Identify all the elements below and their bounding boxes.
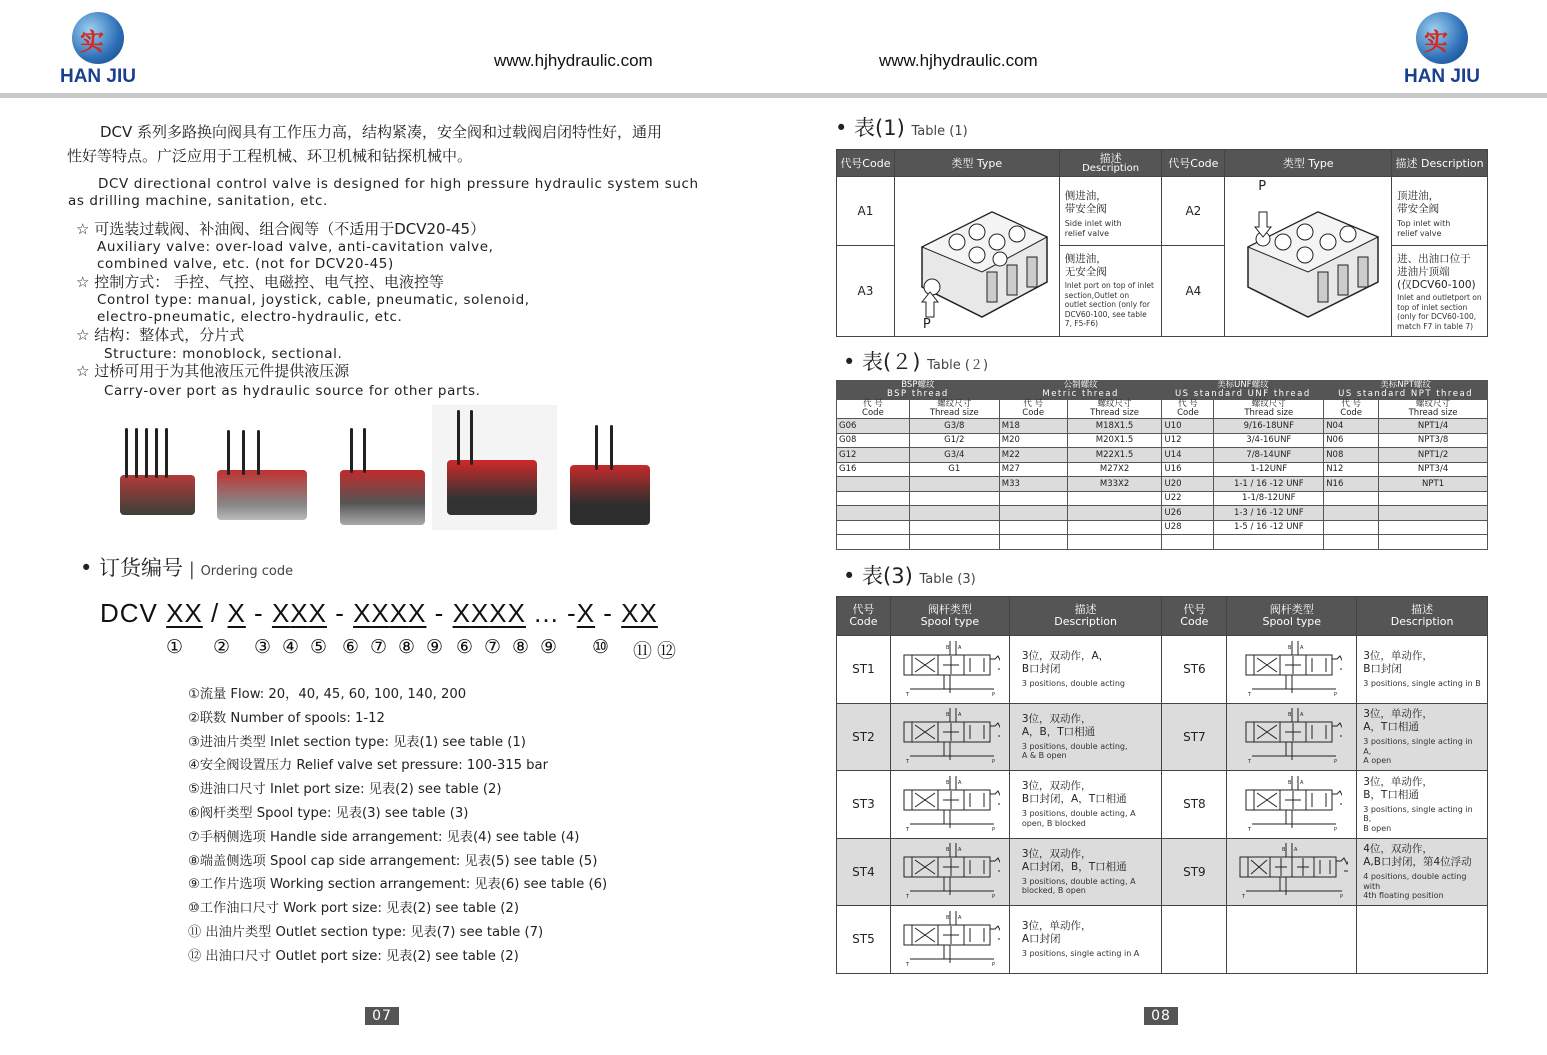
code-index: ⑦	[370, 636, 388, 658]
product-photo-2	[212, 425, 312, 525]
feature-3-en: Structure: monoblock, sectional.	[104, 346, 343, 362]
table-row	[837, 433, 1488, 448]
legend-item: ⑧端盖侧选项 Spool cap side arrangement: 见表(5) see table (5)	[188, 853, 598, 869]
t2-group-head: 美标NPT螺纹 US standard NPT thread	[1324, 381, 1488, 400]
spool-description: 3位，双动作，A， B口封闭 3 positions, double acting	[1009, 636, 1162, 704]
spool-code: ST1	[837, 636, 891, 704]
t2-sub-head: 代 号 Code	[1162, 400, 1214, 419]
product-photo-1	[115, 420, 200, 520]
spool-description: 3位，双动作， A口封闭，B，T口相通 3 positions, double acting, A blocked, B open	[1009, 838, 1162, 906]
t2-cell	[1067, 535, 1162, 550]
spool-description: 3位，双动作， B口封闭，A，T口相通 3 positions, double acting, A open, B blocked	[1009, 771, 1162, 839]
header-divider	[0, 93, 1547, 98]
svg-text:T: T	[905, 826, 909, 832]
spool-symbol-icon	[1242, 774, 1342, 832]
code-index: ⑧	[398, 636, 416, 658]
code-placeholder: X	[452, 598, 471, 628]
table-row	[837, 448, 1488, 463]
code-index: ⑨	[540, 636, 558, 658]
svg-text:B: B	[945, 644, 950, 651]
intro-cn-2: 性好等特点。广泛应用于工程机械、环卫机械和钻探机械中。	[67, 147, 473, 165]
svg-text:B: B	[945, 914, 950, 921]
svg-text:P: P	[991, 826, 995, 832]
t2-sub-head: 螺纹尺寸 Thread size	[1214, 400, 1324, 419]
t1-desc-2: 进、出油口位于 进油片顶端 (仅DCV60-100) Inlet and outletport on top of inlet section (only for DCV60-100, match F7 in table 7)	[1392, 246, 1488, 337]
t2-cell	[909, 477, 999, 492]
spool-description-2: 4位，双动作， A,B口封闭，第4位浮动 4 positions, double acting with 4th floating position	[1357, 838, 1488, 906]
table-row	[837, 703, 1488, 771]
code-placeholder: X	[290, 598, 309, 628]
page-number-left: 07	[365, 1007, 399, 1025]
t2-sub-head: 螺纹尺寸 Thread size	[1067, 400, 1162, 419]
code-index: ⑦	[484, 636, 502, 658]
t2-cell: U12	[1162, 433, 1214, 448]
spool-code-2: ST9	[1162, 838, 1227, 906]
svg-text:P: P	[1333, 759, 1337, 765]
t2-cell: M27X2	[1067, 462, 1162, 477]
spool-description-2: 3位，单动作， A，T口相通 3 positions, single acting in A, A open	[1357, 703, 1488, 771]
t2-cell	[1324, 506, 1379, 521]
table-1-title: • 表(1) Table (1)	[835, 116, 968, 140]
t2-cell: N06	[1324, 433, 1379, 448]
t2-cell	[837, 491, 910, 506]
svg-text:B: B	[1287, 712, 1292, 719]
table-row	[837, 419, 1488, 434]
t2-cell: M18	[999, 419, 1067, 434]
table-row	[837, 906, 1488, 974]
t2-cell	[1379, 535, 1488, 550]
t2-cell	[1067, 506, 1162, 521]
svg-text:B: B	[945, 712, 950, 719]
spool-symbol-icon	[1242, 706, 1342, 764]
svg-text:A: A	[1299, 712, 1304, 719]
code-index: ②	[213, 636, 231, 658]
feature-4-en: Carry-over port as hydraulic source for other parts.	[104, 383, 481, 399]
t2-cell: G1/2	[909, 433, 999, 448]
code-separator: -	[245, 598, 272, 628]
t2-cell	[1214, 535, 1324, 550]
code-placeholder: X	[489, 598, 508, 628]
code-placeholder: XX	[166, 598, 203, 628]
t2-cell	[999, 520, 1067, 535]
t2-group-head: 美标UNF螺纹 US standard UNF thread	[1162, 381, 1324, 400]
spool-code-2: ST6	[1162, 636, 1227, 704]
code-separator: -	[426, 598, 453, 628]
code-index: ⑧	[512, 636, 530, 658]
ordering-code-pattern	[100, 598, 658, 629]
spool-symbol-icon	[1242, 639, 1342, 697]
t2-cell	[909, 491, 999, 506]
globe-icon: 实	[72, 12, 124, 64]
feature-2-en-1: Control type: manual, joystick, cable, pneumatic, solenoid,	[97, 292, 530, 308]
legend-item: ①流量 Flow: 20，40, 45, 60, 100, 140, 200	[188, 687, 467, 702]
t1-head-code-2: 代号Code	[1162, 150, 1225, 177]
t2-cell: N08	[1324, 448, 1379, 463]
logo-left	[53, 12, 143, 88]
svg-text:A: A	[957, 712, 962, 719]
svg-text:P: P	[1333, 691, 1337, 697]
legend-item: ④安全阀设置压力 Relief valve set pressure: 100-315 bar	[188, 758, 549, 774]
t2-sub-head: 螺纹尺寸 Thread size	[1379, 400, 1488, 419]
t2-cell	[1379, 506, 1488, 521]
code-placeholder: X	[227, 598, 246, 628]
t2-sub-head: 代 号 Code	[999, 400, 1067, 419]
svg-text:A: A	[957, 914, 962, 921]
t2-sub-head: 螺纹尺寸 Thread size	[909, 400, 999, 419]
t2-cell: G3/4	[909, 448, 999, 463]
spool-symbol-icon	[900, 639, 1000, 697]
code-separator: ... -	[525, 598, 577, 628]
t2-cell: G12	[837, 448, 910, 463]
code-placeholder: X	[576, 598, 596, 628]
code-index: ⑪	[633, 640, 653, 662]
t2-cell: 7/8-14UNF	[1214, 448, 1324, 463]
t2-cell: NPT3/4	[1379, 462, 1488, 477]
code-index: ⑤	[310, 636, 328, 658]
ordering-code-title: • 订货编号 | Ordering code	[80, 556, 294, 580]
code-placeholder: X	[470, 598, 490, 628]
table-row	[837, 462, 1488, 477]
code-index: ⑫	[657, 640, 677, 662]
t3-head-code: 代号 Code	[837, 597, 891, 636]
t2-cell: M33X2	[1067, 477, 1162, 492]
code-placeholder: X	[371, 598, 390, 628]
t2-cell: 1-1 / 16 -12 UNF	[1214, 477, 1324, 492]
t3-head-desc: 描述 Description	[1009, 597, 1162, 636]
svg-text:A: A	[957, 644, 962, 651]
svg-text:T: T	[1247, 691, 1251, 697]
t2-cell: U20	[1162, 477, 1214, 492]
feature-2-en-2: electro-pneumatic, electro-hydraulic, etc.	[97, 309, 403, 325]
code-separator: DCV	[100, 598, 167, 628]
spool-symbol-2	[1227, 771, 1357, 839]
t2-cell	[999, 506, 1067, 521]
t3-head-spool-2: 阀杆类型 Spool type	[1227, 597, 1357, 636]
t2-cell	[837, 477, 910, 492]
intro-en-2: as drilling machine, sanitation, etc.	[68, 193, 328, 209]
svg-text:B: B	[1287, 644, 1292, 651]
svg-text:T: T	[1247, 826, 1251, 832]
spool-description-2	[1357, 906, 1488, 974]
table-2	[836, 380, 1488, 550]
t1-head-code: 代号Code	[837, 150, 895, 177]
legend-item: ⑫ 出油口尺寸 Outlet port size: 见表(2) see table (2)	[188, 948, 519, 964]
feature-1-en-2: combined valve, etc. (not for DCV20-45)	[97, 256, 394, 272]
svg-text:A: A	[1299, 644, 1304, 651]
code-index: ⑥	[456, 636, 474, 658]
svg-text:P: P	[991, 961, 995, 967]
code-placeholder: X	[507, 598, 526, 628]
svg-text:T: T	[905, 894, 909, 900]
feature-2-cn: ☆ 控制方式： 手控、气控、电磁控、电气控、电液控等	[76, 273, 444, 291]
legend-item: ⑪ 出油片类型 Outlet section type: 见表(7) see table (7)	[188, 925, 544, 940]
spool-symbol-2	[1227, 838, 1357, 906]
spool-symbol-2	[1227, 703, 1357, 771]
website-url-left[interactable]: www.hjhydraulic.com	[494, 51, 653, 70]
t2-cell	[999, 535, 1067, 550]
feature-4-cn: ☆ 过桥可用于为其他液压元件提供液压源	[76, 362, 350, 380]
spool-symbol	[890, 703, 1009, 771]
spool-description-2: 3位，单动作， B口封闭 3 positions, single acting in B	[1357, 636, 1488, 704]
spool-code: ST5	[837, 906, 891, 974]
table-row	[837, 771, 1488, 839]
t2-cell	[1324, 520, 1379, 535]
t2-group-head: 公制螺纹 Metric thread	[999, 381, 1162, 400]
t2-cell: U22	[1162, 491, 1214, 506]
page-number-right: 08	[1144, 1007, 1178, 1025]
t2-group-head: BSP螺纹 BSP thread	[837, 381, 1000, 400]
t2-cell: 1-12UNF	[1214, 462, 1324, 477]
website-url-right[interactable]: www.hjhydraulic.com	[879, 51, 1038, 70]
svg-text:B: B	[945, 847, 950, 854]
port-p-label: P	[1258, 179, 1267, 194]
code-separator: -	[595, 598, 622, 628]
svg-text:A: A	[957, 779, 962, 786]
t2-cell: 1-3 / 16 -12 UNF	[1214, 506, 1324, 521]
t2-cell	[1379, 491, 1488, 506]
svg-text:P: P	[1339, 894, 1343, 900]
t2-cell: M20X1.5	[1067, 433, 1162, 448]
t1-head-desc-2: 描述 Description	[1392, 150, 1488, 177]
code-placeholder: X	[408, 598, 427, 628]
t3-head-code-2: 代号 Code	[1162, 597, 1227, 636]
t2-cell: G1	[909, 462, 999, 477]
spool-symbol-icon	[900, 774, 1000, 832]
intro-cn: DCV 系列多路换向阀具有工作压力高，结构紧凑，安全阀和过载阀启闭特性好，通用	[100, 123, 663, 141]
t2-cell: M18X1.5	[1067, 419, 1162, 434]
t2-cell: N16	[1324, 477, 1379, 492]
svg-text:T: T	[1247, 759, 1251, 765]
t2-cell: M33	[999, 477, 1067, 492]
spool-code-2: ST8	[1162, 771, 1227, 839]
code-placeholder: X	[639, 598, 658, 628]
t2-cell	[1067, 491, 1162, 506]
table-2-title: • 表(２) Table (２)	[843, 350, 989, 374]
t2-cell	[1067, 520, 1162, 535]
code-placeholder: X	[389, 598, 409, 628]
svg-text:T: T	[1241, 894, 1245, 900]
svg-text:T: T	[905, 961, 909, 967]
code-placeholder: X	[621, 598, 640, 628]
inlet-valve-image-top	[1225, 177, 1392, 337]
t2-cell: NPT1/2	[1379, 448, 1488, 463]
t2-sub-head: 代 号 Code	[1324, 400, 1379, 419]
code-index: ⑩	[592, 636, 610, 658]
brand-name: HAN JIU	[1403, 66, 1480, 87]
t2-cell	[909, 535, 999, 550]
product-photo-5	[565, 420, 660, 530]
t1-desc: 侧进油， 无安全阀 Inlet port on top of inlet section,Outlet on outlet section (only for DCV60-100, see table 7, F5-F6)	[1059, 246, 1162, 337]
legend-item: ⑤进油口尺寸 Inlet port size: 见表(2) see table (2)	[188, 782, 502, 798]
table-1	[836, 149, 1488, 337]
t2-cell	[1379, 520, 1488, 535]
table-row	[837, 838, 1488, 906]
t2-cell	[1162, 535, 1214, 550]
t2-cell: G08	[837, 433, 910, 448]
table-row	[837, 636, 1488, 704]
t1-head-type: 类型 Type	[894, 150, 1059, 177]
table-row	[837, 477, 1488, 492]
spool-description: 3位，单动作， A口封闭 3 positions, single acting in A	[1009, 906, 1162, 974]
svg-text:T: T	[905, 759, 909, 765]
inlet-valve-image-side	[894, 177, 1059, 337]
t1-desc: 侧进油， 带安全阀 Side inlet with relief valve	[1059, 177, 1162, 246]
t3-head-desc-2: 描述 Description	[1357, 597, 1488, 636]
intro-en-1: DCV directional control valve is designed for high pressure hydraulic system such	[98, 176, 699, 192]
feature-3-cn: ☆ 结构：整体式，分片式	[76, 326, 245, 344]
code-placeholder: X	[308, 598, 327, 628]
code-index: ⑨	[426, 636, 444, 658]
t2-cell: NPT1	[1379, 477, 1488, 492]
spool-symbol	[890, 838, 1009, 906]
table-row	[837, 491, 1488, 506]
svg-text:A: A	[1299, 779, 1304, 786]
t2-cell: M22X1.5	[1067, 448, 1162, 463]
legend-item: ⑦手柄侧选项 Handle side arrangement: 见表(4) see table (4)	[188, 829, 580, 845]
t2-cell	[837, 535, 910, 550]
spool-symbol	[890, 771, 1009, 839]
t2-cell: G06	[837, 419, 910, 434]
t2-cell: U16	[1162, 462, 1214, 477]
t2-cell: 3/4-16UNF	[1214, 433, 1324, 448]
t2-cell: G3/8	[909, 419, 999, 434]
code-separator: -	[326, 598, 354, 628]
port-p-label: P	[922, 317, 931, 332]
svg-text:P: P	[991, 894, 995, 900]
spool-symbol-2	[1227, 636, 1357, 704]
legend-item: ③进油片类型 Inlet section type: 见表(1) see table (1)	[188, 734, 526, 750]
t1-code-2: A4	[1162, 246, 1225, 337]
spool-symbol-icon	[900, 841, 1000, 899]
code-index: ③	[254, 636, 272, 658]
legend-item: ②联数 Number of spools: 1-12	[188, 710, 385, 726]
t2-cell: NPT3/8	[1379, 433, 1488, 448]
t1-desc-2: 顶进油， 带安全阀 Top inlet with relief valve	[1392, 177, 1488, 246]
spool-code: ST3	[837, 771, 891, 839]
svg-text:T: T	[905, 691, 909, 697]
globe-icon: 实	[1416, 12, 1468, 64]
t2-cell: N04	[1324, 419, 1379, 434]
t2-cell: U26	[1162, 506, 1214, 521]
t2-sub-head: 代 号 Code	[837, 400, 910, 419]
t2-cell: M22	[999, 448, 1067, 463]
t2-cell	[1324, 535, 1379, 550]
t2-cell	[909, 506, 999, 521]
t2-cell	[837, 506, 910, 521]
legend-item: ⑨工作片选项 Working section arrangement: 见表(6) see table (6)	[188, 877, 608, 893]
table-row	[837, 506, 1488, 521]
t2-cell: NPT1/4	[1379, 419, 1488, 434]
legend-item: ⑥阀杆类型 Spool type: 见表(3) see table (3)	[188, 806, 469, 821]
t1-head-type-2: 类型 Type	[1225, 150, 1392, 177]
code-placeholder: X	[353, 598, 372, 628]
t2-cell: M20	[999, 433, 1067, 448]
t2-cell: U14	[1162, 448, 1214, 463]
t1-code: A3	[837, 246, 895, 337]
spool-symbol-icon	[900, 706, 1000, 764]
t2-cell: M27	[999, 462, 1067, 477]
svg-text:B: B	[1287, 779, 1292, 786]
t2-cell	[999, 491, 1067, 506]
spool-description-2: 3位，单动作， B，T口相通 3 positions, single acting in B, B open	[1357, 771, 1488, 839]
t2-cell: U10	[1162, 419, 1214, 434]
code-index: ④	[282, 636, 300, 658]
t1-code: A1	[837, 177, 895, 246]
t2-cell	[1324, 491, 1379, 506]
logo-right	[1397, 12, 1487, 88]
t2-cell	[909, 520, 999, 535]
t3-head-spool: 阀杆类型 Spool type	[890, 597, 1009, 636]
table-3-title: • 表(3) Table (3)	[843, 564, 976, 588]
code-separator: /	[202, 598, 228, 628]
legend-item: ⑩工作油口尺寸 Work port size: 见表(2) see table (2)	[188, 901, 519, 917]
spool-symbol-icon	[1236, 841, 1348, 899]
spool-code-2: ST7	[1162, 703, 1227, 771]
svg-text:B: B	[945, 779, 950, 786]
t1-head-desc: 描述 Description	[1059, 150, 1162, 177]
spool-symbol	[890, 636, 1009, 704]
spool-code: ST4	[837, 838, 891, 906]
spool-code: ST2	[837, 703, 891, 771]
t1-code-2: A2	[1162, 177, 1225, 246]
svg-text:A: A	[1293, 847, 1298, 854]
spool-description: 3位，双动作， A，B，T口相通 3 positions, double acting, A & B open	[1009, 703, 1162, 771]
t2-cell: 9/16-18UNF	[1214, 419, 1324, 434]
t2-cell: N12	[1324, 462, 1379, 477]
product-photo-4	[432, 405, 557, 530]
svg-text:B: B	[1281, 847, 1286, 854]
table-3	[836, 596, 1488, 974]
svg-text:P: P	[1333, 826, 1337, 832]
t2-cell: 1-5 / 16 -12 UNF	[1214, 520, 1324, 535]
code-index: ①	[166, 636, 184, 658]
product-photo-3	[335, 425, 430, 530]
code-placeholder: X	[271, 598, 291, 628]
feature-1-cn: ☆ 可选装过载阀、补油阀、组合阀等（不适用于DCV20-45）	[76, 220, 486, 238]
svg-text:A: A	[957, 847, 962, 854]
spool-symbol-2	[1227, 906, 1357, 974]
t2-cell: 1-1/8-12UNF	[1214, 491, 1324, 506]
t2-cell: G16	[837, 462, 910, 477]
code-index: ⑥	[342, 636, 360, 658]
spool-code-2	[1162, 906, 1227, 974]
brand-name: HAN JIU	[59, 66, 136, 87]
spool-symbol-icon	[900, 909, 1000, 967]
svg-text:P: P	[991, 691, 995, 697]
spool-symbol	[890, 906, 1009, 974]
svg-text:P: P	[991, 759, 995, 765]
feature-1-en-1: Auxiliary valve: over-load valve, anti-cavitation valve,	[97, 239, 494, 255]
table-row	[837, 520, 1488, 535]
t2-cell: U28	[1162, 520, 1214, 535]
t2-cell	[837, 520, 910, 535]
